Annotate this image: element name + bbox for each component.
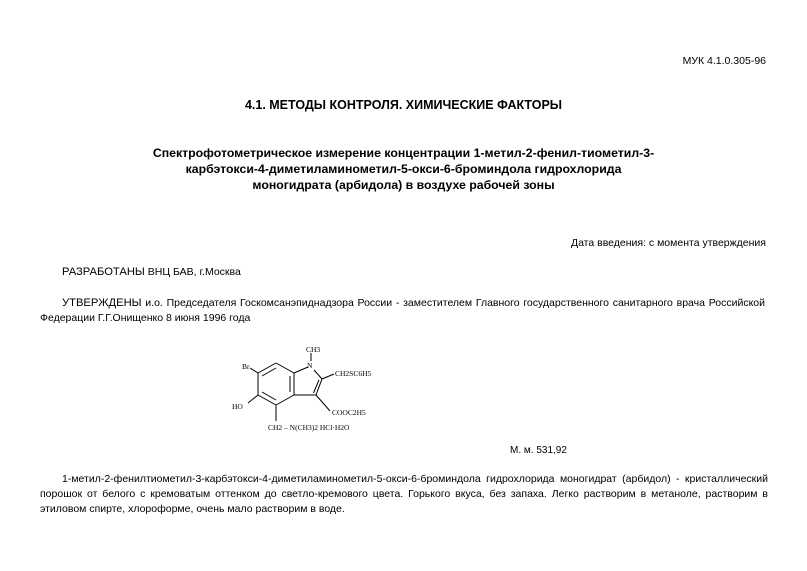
section-title: 4.1. МЕТОДЫ КОНТРОЛЯ. ХИМИЧЕСКИЕ ФАКТОРЫ xyxy=(244,98,563,112)
formula-label-ch3: CH3 xyxy=(306,345,321,354)
structural-formula-drawing xyxy=(228,343,398,443)
developed-by-paragraph xyxy=(62,266,241,278)
structural-formula xyxy=(228,343,398,443)
title-line-1: Спектрофотометрическое измерение концентрации 1-метил-2-фенил-тиометил-3- xyxy=(152,146,655,160)
title-line-3: моногидрата (арбидола) в воздухе рабочей зоны xyxy=(252,178,555,192)
formula-label-nitrogen: N xyxy=(307,361,313,370)
formula-label-hydroxy: HO xyxy=(232,402,243,411)
title-line-2: карбэтокси-4-диметиламинометил-5-окси-6-броминдола гидрохлорида xyxy=(185,162,622,176)
developed-lead: РАЗРАБОТАНЫ xyxy=(62,266,145,278)
document-code: МУК 4.1.0.305-96 xyxy=(682,55,766,67)
introduction-date: Дата введения: с момента утверждения xyxy=(570,237,766,249)
document-title xyxy=(100,145,707,193)
molar-mass: М. м. 531,92 xyxy=(510,445,567,456)
formula-label-ch2sc6h5: CH2SC6H5 xyxy=(335,369,372,378)
formula-label-bottom: CH2 – N(CH3)2 HCl·H2O xyxy=(268,423,350,432)
developed-text: ВНЦ БАВ, г.Москва xyxy=(144,266,241,278)
approved-lead: УТВЕРЖДЕНЫ xyxy=(62,297,142,309)
formula-label-cooc2h5: COOC2H5 xyxy=(332,408,366,417)
formula-label-bromine: Br xyxy=(242,362,250,371)
approved-text: и.о. Председателя Госкомсанэпиднадзора России - заместителем Главного государственного санитарного врача Российской Федерации Г.Г.Онищенко 8 июня 1996 года xyxy=(40,297,765,324)
approved-by-paragraph xyxy=(40,296,765,326)
substance-description: 1-метил-2-фенилтиометил-3-карбэтокси-4-диметиламинометил-5-окси-6-броминдола гидрохлорида моногидрат (арбидол) - кристаллический порошок от белого с кремоватым оттенком до светло-кремового цвета. Горького вкуса, без запаха. Легко растворим в метаноле, растворим в этиловом спирте, хлороформе, очень мало растворим в воде. xyxy=(40,473,768,515)
